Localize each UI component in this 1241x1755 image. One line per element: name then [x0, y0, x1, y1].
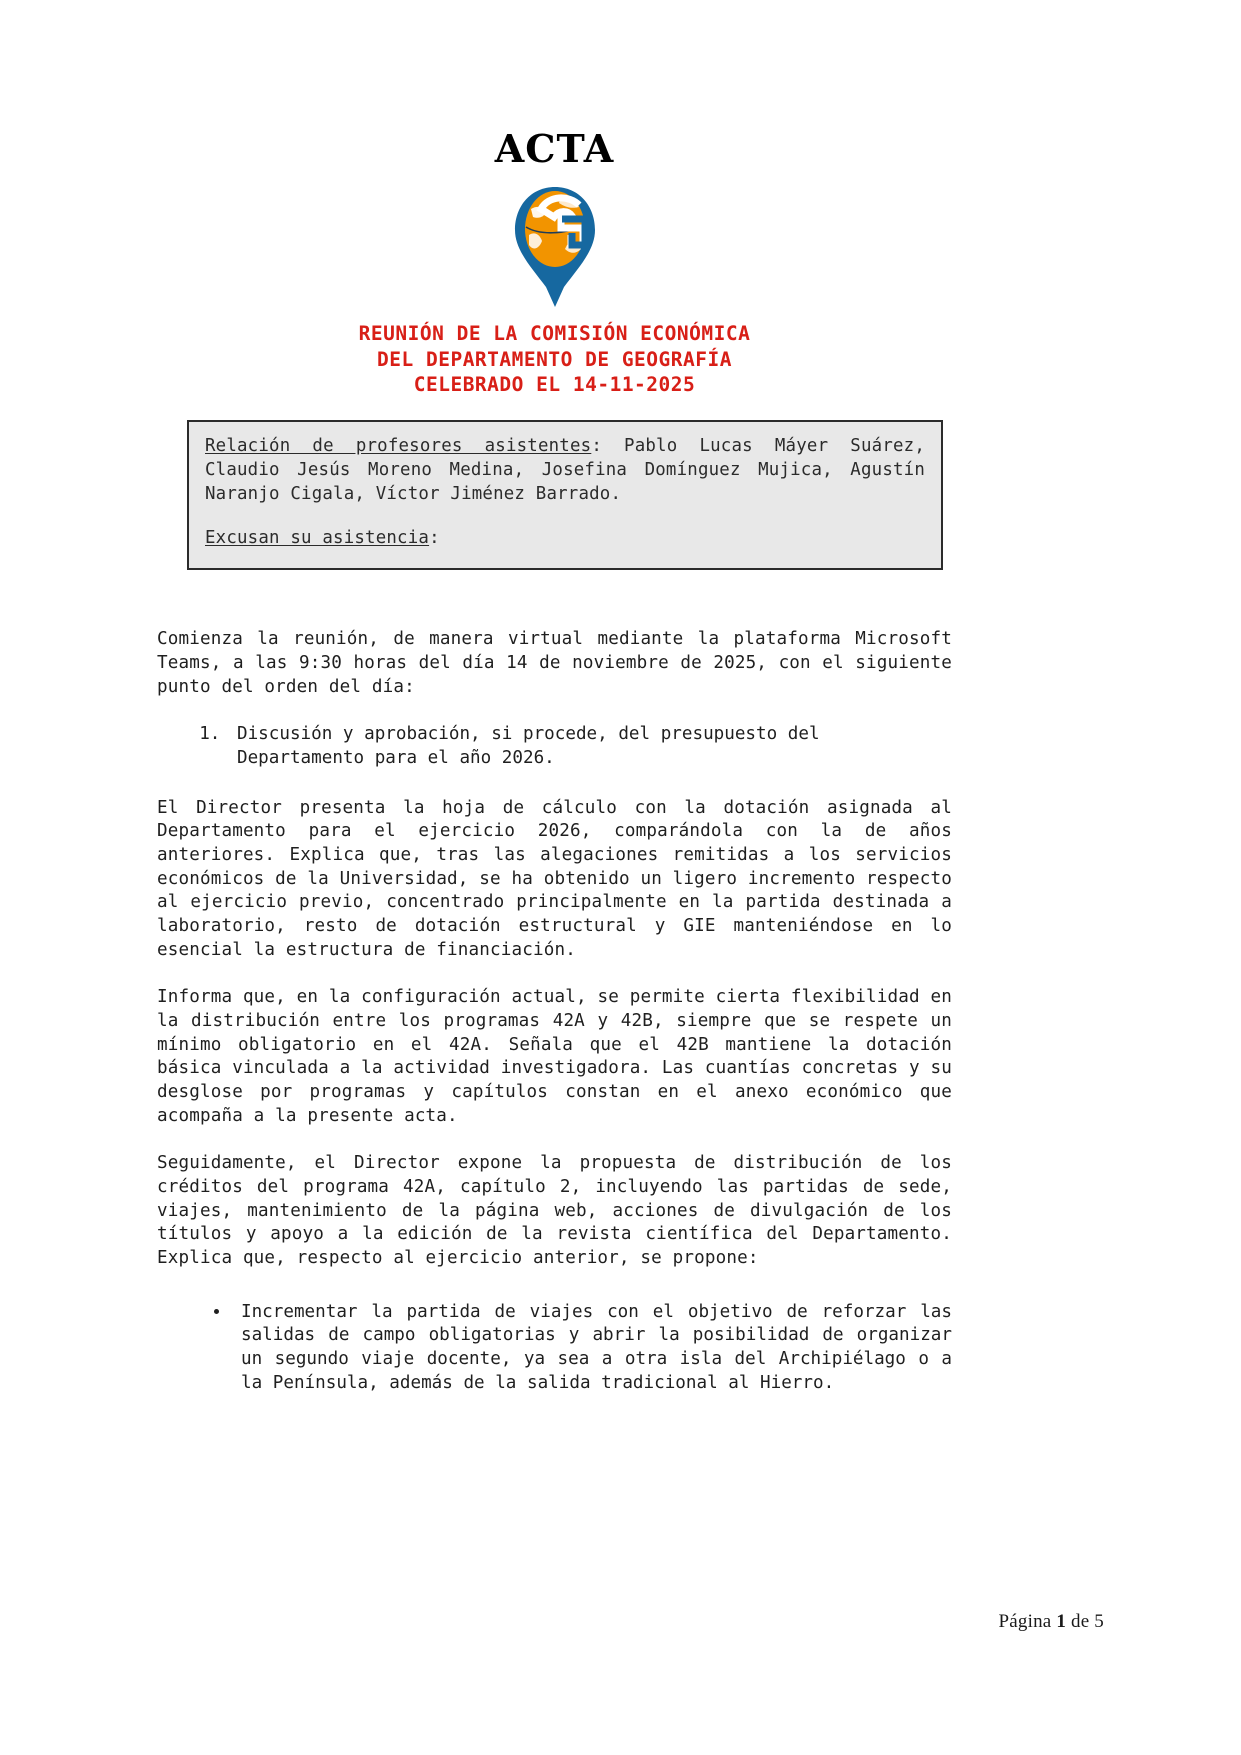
page-title: ACTA: [494, 126, 615, 171]
heading-line-3: CELEBRADO EL 14-11-2025: [413, 373, 696, 397]
attendees-label: Relación de profesores asistentes: [205, 436, 592, 457]
document-body: [157, 628, 952, 1395]
proposals-list: [157, 1301, 952, 1396]
document-content: [157, 0, 952, 1395]
attendees-box-spacer: [205, 507, 925, 527]
footer-total-pages: 5: [1094, 1611, 1104, 1632]
page-footer: [998, 1611, 1104, 1633]
agenda-item: 1. Discusión y aprobación, si procede, del presupuesto del Departamento para el año 2026.: [231, 723, 952, 770]
logo-container: [157, 183, 952, 311]
meeting-heading: [157, 317, 952, 398]
paragraph-director-budget: El Director presenta la hoja de cálculo con la dotación asignada al Departamento para el ejercicio 2026, comparándola con la de años anteriores. Explica que, tras las alegaciones remitidas a los servicios económicos de la Universidad, se ha obtenido un ligero incremento respecto al ejercicio previo, concentrado principalmente en la partida destinada a laboratorio, resto de dotación estructural y GIE manteniéndose en lo esencial la estructura de financiación.: [157, 797, 952, 960]
attendees-box: [187, 420, 943, 570]
footer-prefix: Página: [998, 1611, 1057, 1632]
paragraph-program-distribution: Informa que, en la configuración actual, se permite cierta flexibilidad en la distribución entre los programas 42A y 42B, siempre que se respete un mínimo obligatorio en el 42A. Señala que el 42B mantiene la dotación básica vinculada a la actividad investigadora. Las cuantías concretas y su desglose por programas y capítulos constan en el anexo económico que acompaña a la presente acta.: [157, 987, 952, 1126]
excused-line: [205, 527, 925, 551]
paragraph-credit-proposal: Seguidamente, el Director expone la propuesta de distribución de los créditos del programa 42A, capítulo 2, incluyendo las partidas de sede, viajes, mantenimiento de la página web, acciones de divulgación de los títulos y apoyo a la edición de la revista científica del Departamento. Explica que, respecto al ejercicio anterior, se propone:: [157, 1153, 952, 1268]
intro-paragraph: Comienza la reunión, de manera virtual mediante la plataforma Microsoft Teams, a las 9:30 horas del día 14 de noviembre de 2025, con el siguiente punto del orden del día:: [157, 629, 952, 697]
footer-current-page: 1: [1056, 1611, 1067, 1632]
globe-location-pin-logo-icon: [509, 183, 601, 311]
footer-separator: de: [1066, 1611, 1095, 1632]
heading-line-2: DEL DEPARTAMENTO DE GEOGRAFÍA: [377, 347, 732, 371]
agenda-list: [157, 723, 952, 770]
excused-label: Excusan su asistencia: [205, 527, 430, 548]
excused-value: :: [429, 527, 440, 548]
heading-line-1: REUNIÓN DE LA COMISIÓN ECONÓMICA: [358, 321, 751, 345]
proposal-item: • Incrementar la partida de viajes con el objetivo de reforzar las salidas de campo obligatorias y abrir la posibilidad de organizar un segundo viaje docente, ya sea a otra isla del Archipiélago o a la Península, además de la salida tradicional al Hierro.: [231, 1301, 952, 1396]
attendees-line: [205, 435, 925, 507]
attendees-value: : Pablo Lucas Máyer Suárez, Claudio Jesús Moreno Medina, Josefina Domínguez Mujica, Agustín Naranjo Cigala, Víctor Jiménez Barrado.: [205, 436, 925, 504]
